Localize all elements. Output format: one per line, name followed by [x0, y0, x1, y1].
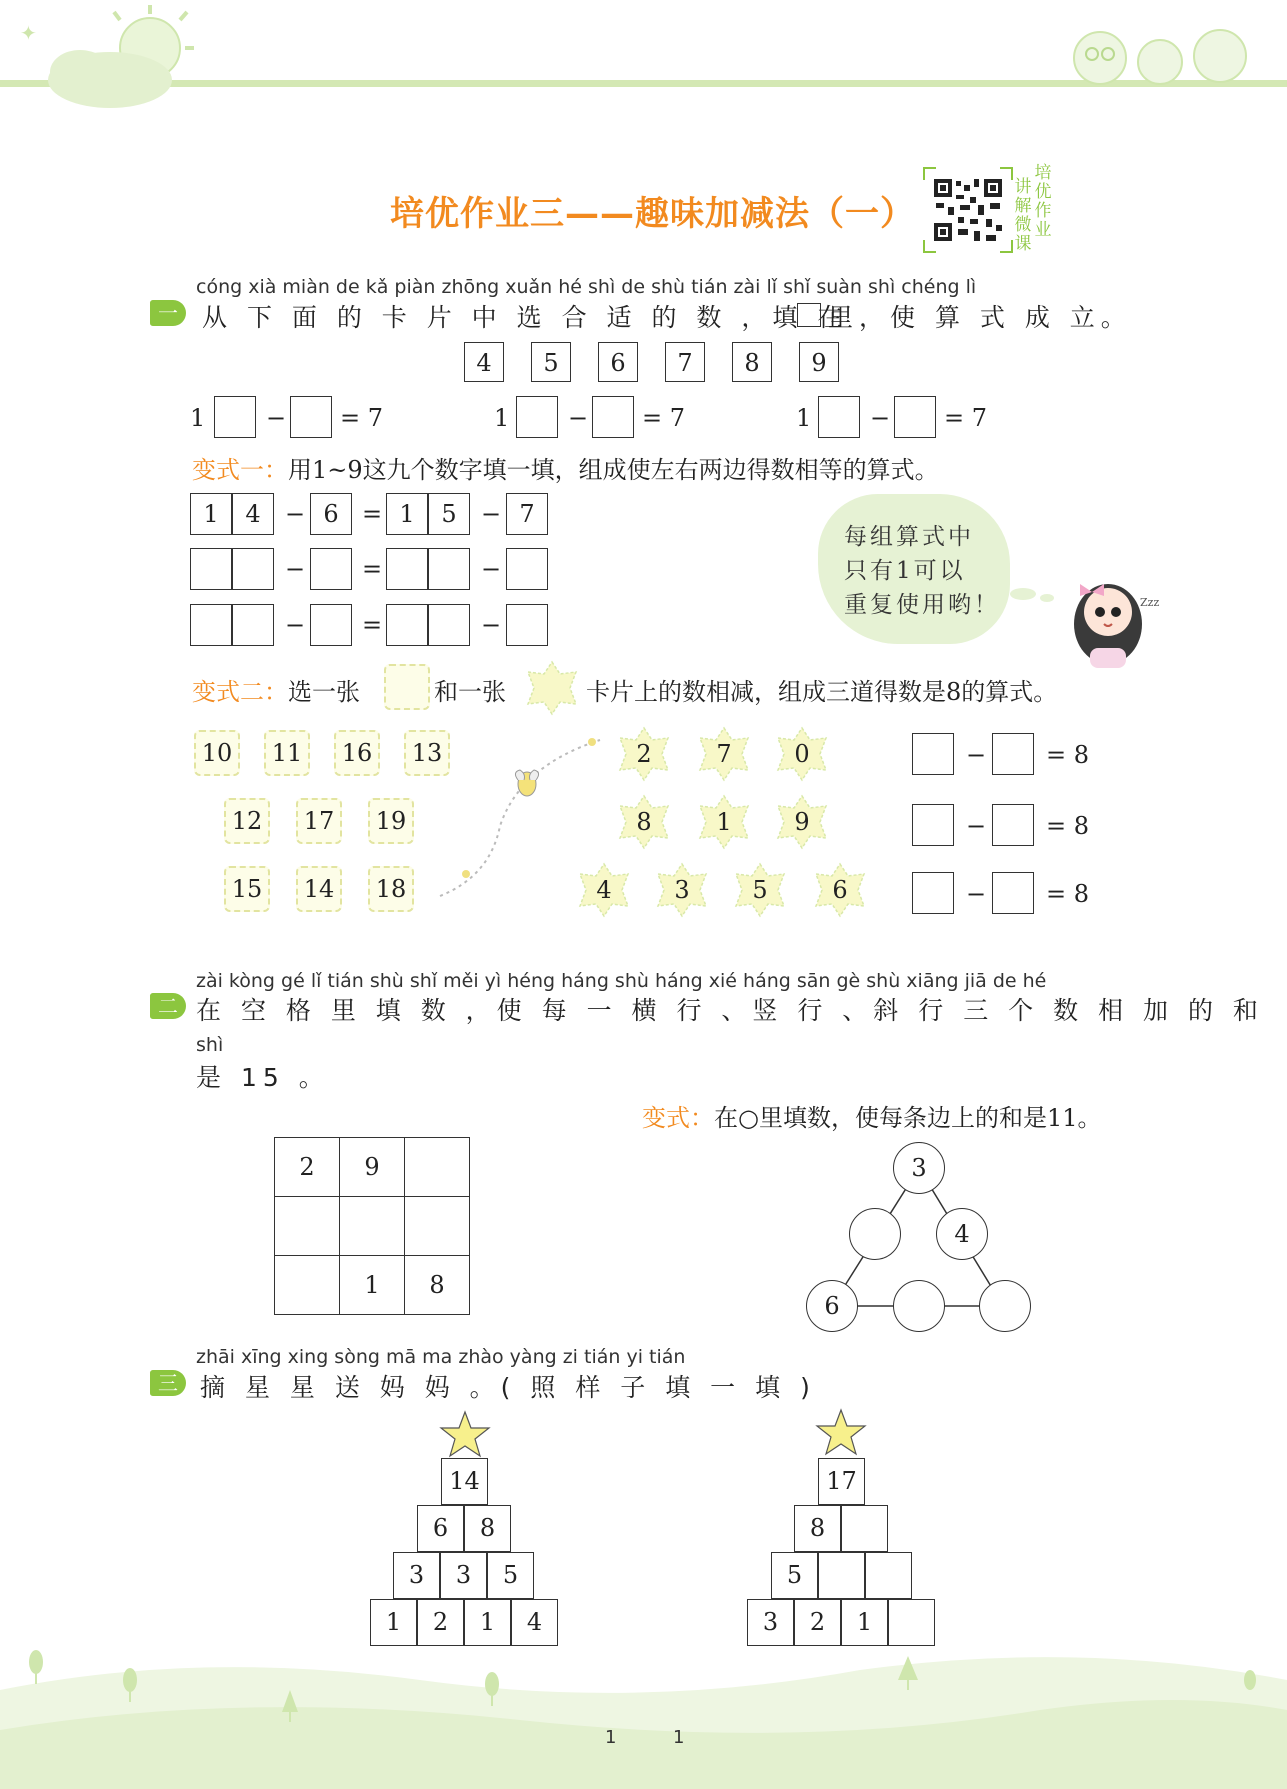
hills-landscape	[0, 1620, 1287, 1789]
star-card[interactable]: 2	[614, 726, 674, 782]
variant2-text-a: 选一张	[288, 678, 360, 706]
eq1-one: 1	[190, 404, 206, 432]
square-card[interactable]: 15	[224, 866, 270, 912]
pyramid2-cell: 3	[747, 1599, 794, 1646]
eq8-minus: −	[966, 812, 987, 840]
example-equals: =	[362, 500, 383, 528]
eq3-blank[interactable]	[894, 396, 936, 438]
qr-label-homework: 培优作业	[1034, 163, 1052, 240]
pyramid1-cell: 1	[464, 1599, 511, 1646]
grid-cell[interactable]	[340, 1197, 405, 1256]
example-digit: 6	[310, 493, 352, 535]
square-card[interactable]: 11	[264, 730, 310, 776]
page-number-left: 1	[605, 1727, 617, 1748]
grid-cell[interactable]	[275, 1256, 340, 1315]
eq8-blank[interactable]	[992, 872, 1034, 914]
eq8-minus: −	[966, 880, 987, 908]
example-digit: 7	[506, 493, 548, 535]
blank-digit[interactable]	[428, 548, 470, 590]
bubble-tail	[1040, 594, 1054, 602]
eq3-minus: −	[870, 404, 891, 432]
row-equals: =	[362, 611, 383, 639]
eq2-blank[interactable]	[516, 396, 558, 438]
number-card: 8	[732, 342, 772, 382]
magic-square-grid	[274, 1137, 470, 1315]
eq8-blank[interactable]	[992, 733, 1034, 775]
bee-icon	[510, 766, 544, 800]
eq8-blank[interactable]	[992, 804, 1034, 846]
animal-characters-icon	[1060, 20, 1260, 90]
pyramid1-cell: 5	[487, 1552, 534, 1599]
variant2-text-b: 和一张	[434, 678, 506, 706]
blank-digit[interactable]	[190, 604, 232, 646]
svg-text:✦: ✦	[20, 21, 37, 45]
pyramid2-cell: 1	[841, 1599, 888, 1646]
eq8-result: = 8	[1046, 812, 1090, 840]
pyramid1-cell: 3	[440, 1552, 487, 1599]
row-minus: −	[481, 555, 502, 583]
number-card: 6	[598, 342, 638, 382]
blank-square-glyph	[797, 303, 821, 327]
row-equals: =	[362, 555, 383, 583]
blank-digit[interactable]	[232, 548, 274, 590]
eq2-result: = 7	[642, 404, 686, 432]
section2-badge: 二	[150, 993, 186, 1019]
grid-cell: 2	[275, 1138, 340, 1197]
star-icon	[815, 1408, 867, 1458]
blank-digit[interactable]	[428, 604, 470, 646]
number-card: 4	[464, 342, 504, 382]
square-card[interactable]: 10	[194, 730, 240, 776]
pyramid1-cell: 6	[417, 1505, 464, 1552]
girl-character-icon	[1060, 566, 1170, 670]
eq8-blank[interactable]	[912, 733, 954, 775]
svg-text:Zzz: Zzz	[1140, 596, 1160, 609]
eq3-one: 1	[796, 404, 812, 432]
grid-cell: 8	[405, 1256, 470, 1315]
star-card[interactable]: 6	[810, 862, 870, 918]
circle-bottom-mid[interactable]	[893, 1280, 945, 1332]
variant2-label: 变式二：	[192, 678, 288, 706]
square-card[interactable]: 12	[224, 798, 270, 844]
example-minus: −	[285, 500, 306, 528]
star-card[interactable]: 4	[574, 862, 634, 918]
star-icon	[439, 1410, 491, 1460]
section1-stem-a: 从 下 面 的 卡 片 中 选 合 适 的 数 ，填 在	[202, 303, 849, 332]
grid-cell: 9	[340, 1138, 405, 1197]
section2-variant-line	[642, 1098, 1101, 1133]
variant2-text-c: 卡片上的数相减，组成三道得数是8的算式。	[586, 678, 1058, 706]
pyramid1-cell: 1	[370, 1599, 417, 1646]
row-minus: −	[285, 555, 306, 583]
pyramid1-cell: 14	[441, 1458, 488, 1505]
pyramid2-cell: 5	[771, 1552, 818, 1599]
blank-digit[interactable]	[310, 548, 352, 590]
eq1-result: = 7	[340, 404, 384, 432]
section2-stem2: 是 15 。	[196, 1063, 330, 1092]
sun-cloud-icon	[0, 0, 220, 120]
pyramid2-cell: 8	[794, 1505, 841, 1552]
number-card: 9	[799, 342, 839, 382]
eq8-result: = 8	[1046, 741, 1090, 769]
grid-cell[interactable]	[275, 1197, 340, 1256]
section2-pinyin2: shì	[196, 1034, 224, 1056]
eq2-minus: −	[568, 404, 589, 432]
blank-digit[interactable]	[506, 548, 548, 590]
pyramid2-cell: 2	[794, 1599, 841, 1646]
pyramid1-cell: 4	[511, 1599, 558, 1646]
number-card: 7	[665, 342, 705, 382]
page-number-right: 1	[673, 1727, 685, 1748]
variant2-line	[192, 672, 360, 707]
eq3-blank[interactable]	[818, 396, 860, 438]
section3-pinyin: zhāi xīng xing sòng mā ma zhào yàng zi tián yi tián	[196, 1346, 686, 1368]
example-digit: 1	[386, 493, 428, 535]
circle-bottom-left: 6	[806, 1280, 858, 1332]
star-card[interactable]: 5	[730, 862, 790, 918]
circle-left-mid[interactable]	[849, 1208, 901, 1260]
row-minus: −	[285, 611, 306, 639]
circle-right-mid: 4	[936, 1208, 988, 1260]
bubble-tail	[1010, 588, 1036, 600]
star-card[interactable]: 1	[694, 794, 754, 850]
pyramid2-cell[interactable]	[818, 1552, 865, 1599]
section1-badge: 一	[150, 300, 186, 326]
eq8-result: = 8	[1046, 880, 1090, 908]
pyramid2-cell[interactable]	[865, 1552, 912, 1599]
page-title: 培优作业三——趣味加减法（一）	[390, 194, 915, 234]
example-minus: −	[481, 500, 502, 528]
qr-frame	[922, 166, 1014, 254]
star-card[interactable]: 8	[614, 794, 674, 850]
section1-pinyin: cóng xià miàn de kǎ piàn zhōng xuǎn hé shì de shù tián zài lǐ shǐ suàn shì chéng lì	[196, 276, 977, 298]
eq1-blank[interactable]	[214, 396, 256, 438]
row-minus: −	[481, 611, 502, 639]
variant1-text: 用1~9这九个数字填一填，组成使左右两边得数相等的算式。	[288, 456, 939, 484]
pyramid1-cell: 3	[393, 1552, 440, 1599]
eq1-minus: −	[266, 404, 287, 432]
square-card[interactable]: 17	[296, 798, 342, 844]
section2-variant-label: 变式：	[642, 1104, 714, 1132]
eq8-blank[interactable]	[912, 804, 954, 846]
square-card[interactable]: 19	[368, 798, 414, 844]
variant1-line	[192, 450, 939, 485]
eq3-result: = 7	[944, 404, 988, 432]
qr-label-lecture: 讲解微课	[1014, 177, 1032, 254]
eq1-blank[interactable]	[290, 396, 332, 438]
section2-variant-text: 在○里填数，使每条边上的和是11。	[714, 1104, 1102, 1132]
blank-digit[interactable]	[506, 604, 548, 646]
section3-stem: 摘 星 星 送 妈 妈 。( 照 样 子 填 一 填 )	[200, 1373, 816, 1402]
star-card[interactable]: 0	[772, 726, 832, 782]
square-card[interactable]: 18	[368, 866, 414, 912]
grid-cell[interactable]	[405, 1197, 470, 1256]
blank-digit[interactable]	[386, 604, 428, 646]
star-card[interactable]: 9	[772, 794, 832, 850]
pyramid1-cell: 2	[417, 1599, 464, 1646]
blank-digit[interactable]	[310, 604, 352, 646]
eq2-one: 1	[494, 404, 510, 432]
example-digit: 5	[428, 493, 470, 535]
square-card[interactable]: 14	[296, 866, 342, 912]
square-card[interactable]: 13	[404, 730, 450, 776]
blank-digit[interactable]	[386, 548, 428, 590]
section1-stem-b: 里，使 算 式 成 立。	[828, 303, 1132, 332]
circle-top: 3	[893, 1142, 945, 1194]
star-card-glyph	[522, 660, 582, 716]
eq2-blank[interactable]	[592, 396, 634, 438]
star-card[interactable]: 7	[694, 726, 754, 782]
pyramid2-cell[interactable]	[841, 1505, 888, 1552]
star-card[interactable]: 3	[652, 862, 712, 918]
circle-bottom-right[interactable]	[979, 1280, 1031, 1332]
section2-stem: 在 空 格 里 填 数 ，使 每 一 横 行 、竖 行 、斜 行 三 个 数 相 加 的 和	[196, 996, 1264, 1025]
grid-cell[interactable]	[405, 1138, 470, 1197]
blank-digit[interactable]	[232, 604, 274, 646]
bubble-text: 每组算式中 只有1可以 重复使用哟！	[844, 524, 1000, 618]
pyramid2-cell: 17	[818, 1458, 865, 1505]
example-digit: 4	[232, 493, 274, 535]
grid-cell: 1	[340, 1256, 405, 1315]
pyramid1-cell: 8	[464, 1505, 511, 1552]
example-digit: 1	[190, 493, 232, 535]
eq8-blank[interactable]	[912, 872, 954, 914]
section3-badge: 三	[150, 1370, 186, 1396]
square-card[interactable]: 16	[334, 730, 380, 776]
blank-digit[interactable]	[190, 548, 232, 590]
number-card: 5	[531, 342, 571, 382]
square-card-glyph	[384, 664, 430, 710]
variant1-label: 变式一：	[192, 456, 288, 484]
eq8-minus: −	[966, 741, 987, 769]
section2-pinyin: zài kòng gé lǐ tián shù shǐ měi yì héng háng shù háng xié háng sān gè shù xiāng jiā de hé	[196, 970, 1047, 992]
